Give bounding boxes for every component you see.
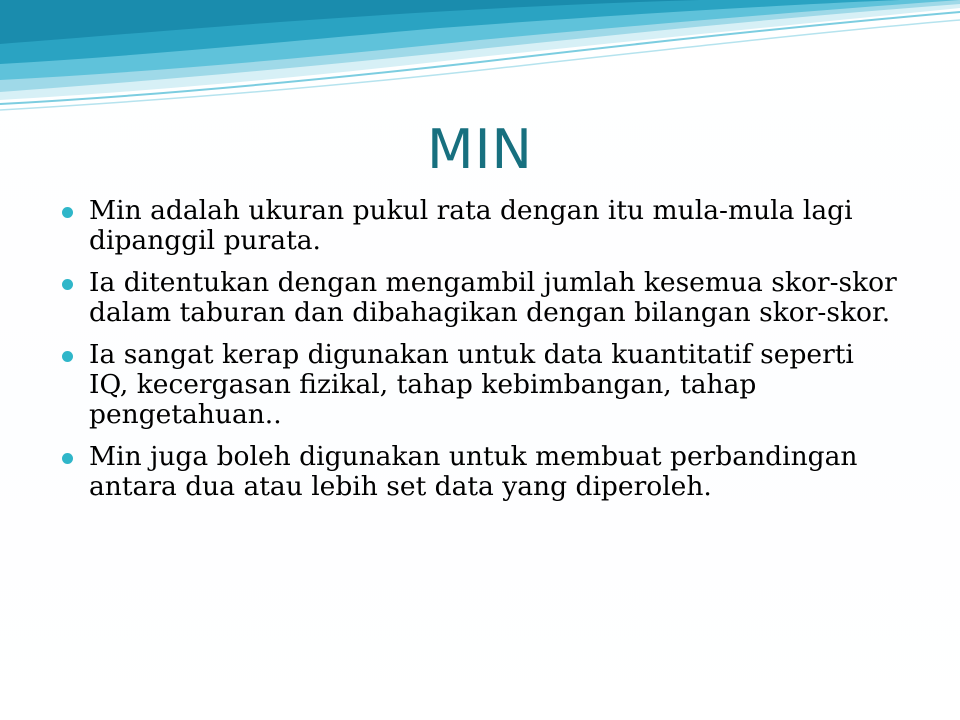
wave-header-decoration bbox=[0, 0, 960, 120]
list-item bbox=[60, 196, 900, 256]
bullet-text: Min adalah ukuran pukul rata dengan itu mula-mula lagi dipanggil purata. bbox=[89, 195, 853, 256]
round-dot-icon bbox=[62, 207, 73, 218]
round-dot-icon bbox=[62, 279, 73, 290]
bullet-list bbox=[60, 196, 900, 514]
round-dot-icon bbox=[62, 453, 73, 464]
bullet-text: Min juga boleh digunakan untuk membuat perbandingan antara dua atau lebih set data yang diperoleh. bbox=[89, 441, 858, 502]
bullet-text: Ia ditentukan dengan mengambil jumlah kesemua skor-skor dalam taburan dan dibahagikan dengan bilangan skor-skor. bbox=[89, 267, 897, 328]
list-item bbox=[60, 268, 900, 328]
bullet-text: Ia sangat kerap digunakan untuk data kuantitatif seperti IQ, kecergasan fizikal, tahap kebimbangan, tahap pengetahuan.. bbox=[89, 339, 854, 430]
slide-title: MIN bbox=[427, 118, 533, 181]
list-item bbox=[60, 340, 900, 430]
list-item bbox=[60, 442, 900, 502]
round-dot-icon bbox=[62, 351, 73, 362]
